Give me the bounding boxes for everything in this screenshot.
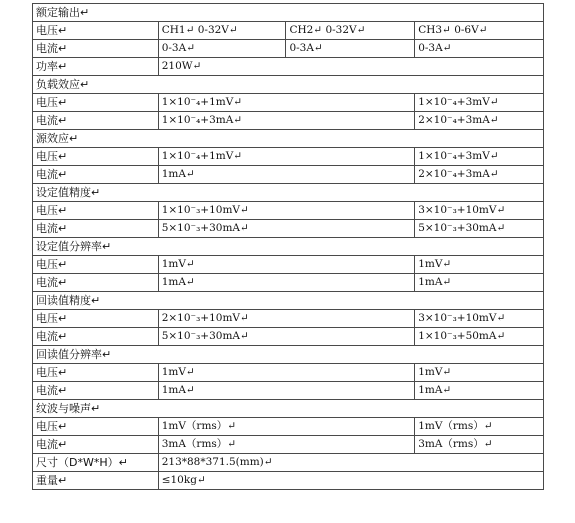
- table-row: [33, 454, 544, 472]
- section-header: 回读值分辨率↵: [33, 346, 544, 364]
- row-label: 电流↵: [33, 382, 159, 400]
- row-label: 电流↵: [33, 328, 159, 346]
- ch3-value: 1mA↵: [415, 274, 544, 292]
- row-label: 电流↵: [33, 220, 159, 238]
- table-row: [33, 148, 544, 166]
- row-label: 电压↵: [33, 148, 159, 166]
- section-header: 设定值分辨率↵: [33, 238, 544, 256]
- ch3-value: 1×10⁻₃+50mA↵: [415, 328, 544, 346]
- row-label: 电压↵: [33, 94, 159, 112]
- table-row: [33, 310, 544, 328]
- section-header-row: [33, 4, 544, 22]
- table-row: [33, 220, 544, 238]
- ch1-value: 0-3A↵: [158, 40, 286, 58]
- table-row: [33, 166, 544, 184]
- ch2-value: CH2↵ 0-32V↵: [286, 22, 415, 40]
- table-row: [33, 382, 544, 400]
- ch1-ch2-value: 1mA↵: [158, 166, 414, 184]
- ch1-ch2-value: 3mA（rms）↵: [158, 436, 414, 454]
- section-header-row: [33, 76, 544, 94]
- row-value: 213*88*371.5(mm)↵: [158, 454, 543, 472]
- ch1-ch2-value: 1×10⁻₄+1mV↵: [158, 148, 414, 166]
- row-label: 电压↵: [33, 310, 159, 328]
- section-header: 设定值精度↵: [33, 184, 544, 202]
- ch3-value: 1×10⁻₄+3mV↵: [415, 94, 544, 112]
- row-label: 电流↵: [33, 112, 159, 130]
- ch1-ch2-value: 1mV↵: [158, 256, 414, 274]
- ch1-ch2-value: 1mA↵: [158, 382, 414, 400]
- ch3-value: 1mV（rms）↵: [415, 418, 544, 436]
- ch1-ch2-value: 5×10⁻₃+30mA↵: [158, 220, 414, 238]
- spec-table-body: [33, 4, 544, 490]
- section-header-row: [33, 184, 544, 202]
- row-value: 210W↵: [158, 58, 543, 76]
- row-label: 重量↵: [33, 472, 159, 490]
- table-row: [33, 94, 544, 112]
- row-label: 功率↵: [33, 58, 159, 76]
- table-row: [33, 418, 544, 436]
- section-header-row: [33, 400, 544, 418]
- section-header-row: [33, 292, 544, 310]
- ch3-value: 3×10⁻₃+10mV↵: [415, 310, 544, 328]
- table-row: [33, 202, 544, 220]
- row-label: 电压↵: [33, 256, 159, 274]
- ch1-ch2-value: 1×10⁻₃+10mV↵: [158, 202, 414, 220]
- row-label: 电流↵: [33, 274, 159, 292]
- ch3-value: 2×10⁻₄+3mA↵: [415, 166, 544, 184]
- table-row: [33, 58, 544, 76]
- section-header: 纹波与噪声↵: [33, 400, 544, 418]
- ch1-ch2-value: 5×10⁻₃+30mA↵: [158, 328, 414, 346]
- table-row: [33, 112, 544, 130]
- ch2-value: 0-3A↵: [286, 40, 415, 58]
- ch1-ch2-value: 1mA↵: [158, 274, 414, 292]
- ch3-value: 3mA（rms）↵: [415, 436, 544, 454]
- row-label: 电压↵: [33, 418, 159, 436]
- ch1-ch2-value: 2×10⁻₃+10mV↵: [158, 310, 414, 328]
- section-header: 回读值精度↵: [33, 292, 544, 310]
- ch3-value: 5×10⁻₃+30mA↵: [415, 220, 544, 238]
- ch1-ch2-value: 1×10⁻₄+1mV↵: [158, 94, 414, 112]
- table-row: [33, 256, 544, 274]
- section-header-row: [33, 130, 544, 148]
- section-header: 源效应↵: [33, 130, 544, 148]
- table-row: [33, 274, 544, 292]
- ch3-value: 1mV↵: [415, 256, 544, 274]
- row-label: 电流↵: [33, 436, 159, 454]
- ch3-value: 2×10⁻₄+3mA↵: [415, 112, 544, 130]
- ch3-value: 0-3A↵: [415, 40, 544, 58]
- ch3-value: CH3↵ 0-6V↵: [415, 22, 544, 40]
- ch3-value: 1mV↵: [415, 364, 544, 382]
- section-header-row: [33, 238, 544, 256]
- section-header: 负载效应↵: [33, 76, 544, 94]
- ch1-value: CH1↵ 0-32V↵: [158, 22, 286, 40]
- section-header: 额定输出↵: [33, 4, 544, 22]
- spec-table: [32, 3, 544, 490]
- row-label: 电压↵: [33, 364, 159, 382]
- section-header-row: [33, 346, 544, 364]
- table-row: [33, 328, 544, 346]
- row-label: 电流↵: [33, 166, 159, 184]
- ch3-value: 3×10⁻₃+10mV↵: [415, 202, 544, 220]
- row-label: 电压↵: [33, 202, 159, 220]
- table-row: [33, 22, 544, 40]
- row-label: 尺寸（D*W*H）↵: [33, 454, 159, 472]
- row-label: 电压↵: [33, 22, 159, 40]
- ch1-ch2-value: 1mV↵: [158, 364, 414, 382]
- table-row: [33, 364, 544, 382]
- table-row: [33, 436, 544, 454]
- ch3-value: 1mA↵: [415, 382, 544, 400]
- row-label: 电流↵: [33, 40, 159, 58]
- ch1-ch2-value: 1×10⁻₄+3mA↵: [158, 112, 414, 130]
- table-row: [33, 40, 544, 58]
- ch3-value: 1×10⁻₄+3mV↵: [415, 148, 544, 166]
- ch1-ch2-value: 1mV（rms）↵: [158, 418, 414, 436]
- row-value: ≤10kg↵: [158, 472, 543, 490]
- table-row: [33, 472, 544, 490]
